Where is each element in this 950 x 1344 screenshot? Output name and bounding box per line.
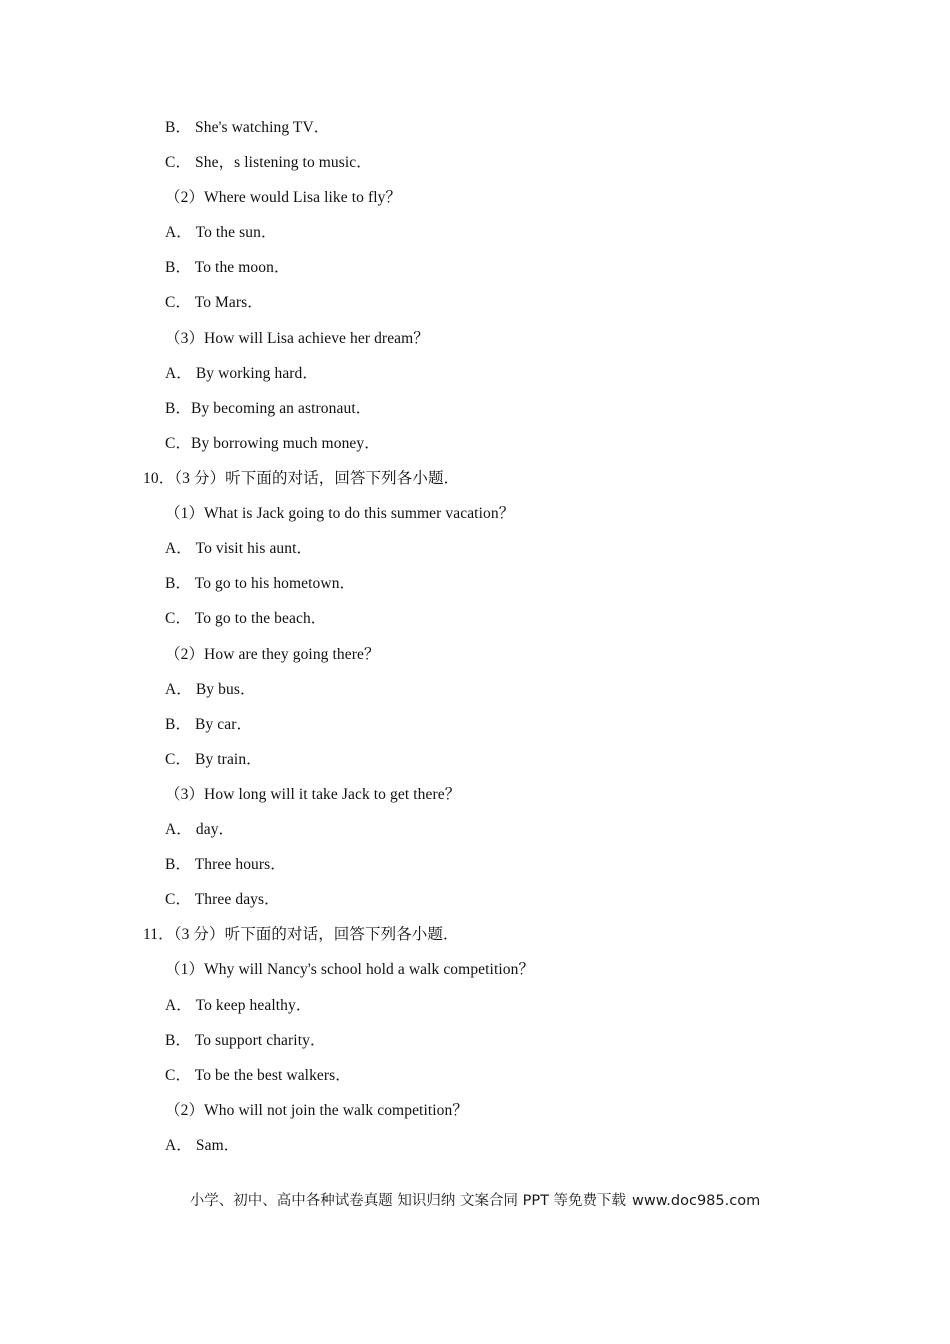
option-a-line: A． To visit his aunt． [165, 540, 313, 557]
sub-question-line: （2）Who will not join the walk competition？ [165, 1102, 468, 1119]
option-b-line: B． By car． [165, 716, 253, 733]
option-c-line: C．By borrowing much money． [165, 435, 380, 452]
option-c-line: C． To be the best walkers． [165, 1067, 351, 1084]
option-b-line: B． She's watching TV． [165, 119, 330, 136]
option-c-line: C． To Mars． [165, 294, 263, 311]
sub-question-line: （3）How will Lisa achieve her dream？ [165, 330, 429, 347]
option-c-line: C． Three days． [165, 891, 280, 908]
sub-question-line: （1）Why will Nancy's school hold a walk competition？ [165, 961, 535, 978]
sub-question-line: （3）How long will it take Jack to get there？ [165, 786, 461, 803]
option-a-line: A． Sam． [165, 1137, 240, 1154]
option-a-line: A． day． [165, 821, 235, 838]
option-b-line: B． To the moon． [165, 259, 290, 276]
option-c-line: C． She，s listening to music． [165, 154, 372, 171]
option-b-line: B． To support charity． [165, 1032, 326, 1049]
option-a-line: A． To keep healthy． [165, 997, 312, 1014]
page-footer [0, 1190, 950, 1212]
option-b-line: B．By becoming an astronaut． [165, 400, 372, 417]
sub-question-line: （2）Where would Lisa like to fly？ [165, 189, 402, 206]
option-a-line: A． By working hard． [165, 365, 319, 382]
footer-text: 小学、初中、高中各种试卷真题 知识归纳 文案合同 PPT 等免费下载 [189, 1193, 627, 1209]
sub-question-line: （1）What is Jack going to do this summer vacation？ [165, 505, 515, 522]
footer-url: www.doc985.com [632, 1193, 761, 1209]
option-a-line: A． To the sun． [165, 224, 277, 241]
sub-question-line: （2）How are they going there？ [165, 646, 380, 663]
option-a-line: A． By bus． [165, 681, 256, 698]
option-c-line: C． To go to the beach． [165, 610, 327, 627]
question-heading: 10．（3 分）听下面的对话，回答下列各小题． [143, 470, 460, 487]
option-b-line: B． Three hours． [165, 856, 286, 873]
option-b-line: B． To go to his hometown． [165, 575, 356, 592]
option-c-line: C． By train． [165, 751, 262, 768]
question-heading: 11．（3 分）听下面的对话，回答下列各小题． [143, 926, 459, 943]
